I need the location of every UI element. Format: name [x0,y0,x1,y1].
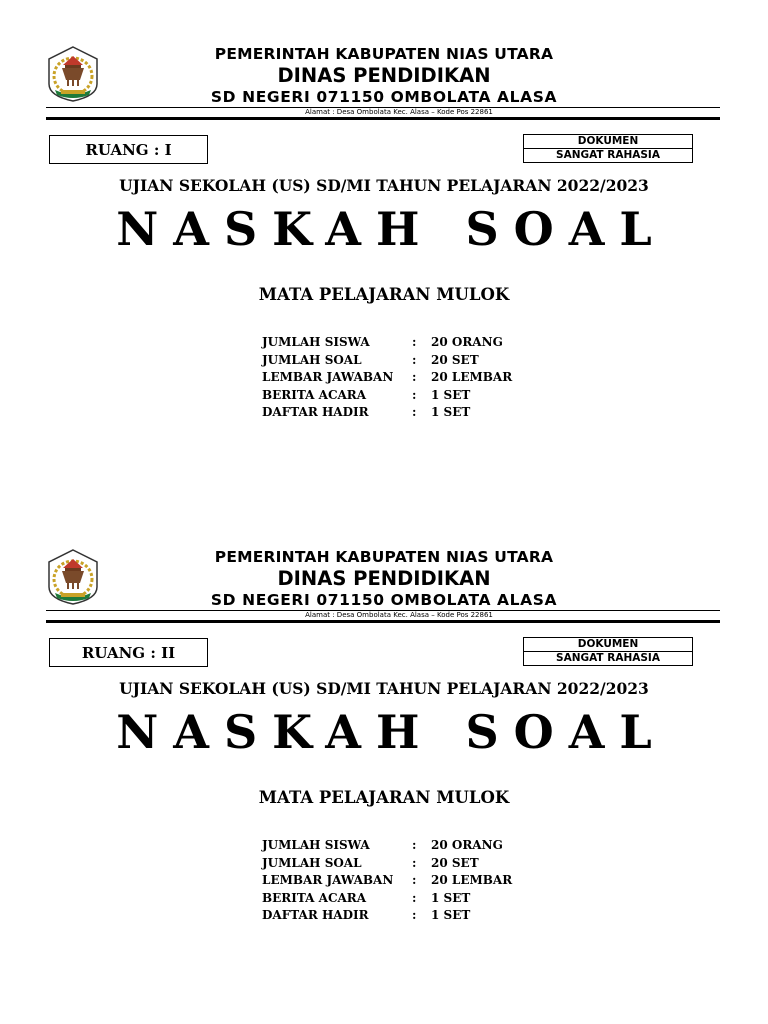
info-value: 20 ORANG [431,838,503,852]
info-label: LEMBAR JAWABAN [262,873,394,888]
info-value: 1 SET [431,890,471,905]
info-table [262,334,562,422]
info-label: JUMLAH SOAL [262,352,362,367]
header-government: PEMERINTAH KABUPATEN NIAS UTARA [214,548,554,566]
header-address: Alamat : Desa Ombolata Kec. Alasa – Kode Pos 22861 [305,108,493,116]
info-row [262,907,562,925]
info-colon: : [412,908,417,923]
info-label: BERITA ACARA [262,890,367,905]
exam-title: UJIAN SEKOLAH (US) SD/MI TAHUN PELAJARAN 2022/2023 [119,679,649,698]
badge-bottom-label: SANGAT RAHASIA [556,652,660,664]
info-colon: : [412,873,417,888]
info-label: LEMBAR JAWABAN [262,370,394,385]
info-row [262,837,562,855]
badge-top-label: DOKUMEN [524,638,692,652]
header-school: SD NEGERI 071150 OMBOLATA ALASA [210,591,558,609]
info-colon: : [412,838,417,852]
info-label: JUMLAH SISWA [262,335,370,349]
info-value: 20 LEMBAR [431,873,513,888]
exam-cover-sheet-1 [0,0,768,460]
header-department: DINAS PENDIDIKAN [277,64,491,87]
badge-top-label: DOKUMEN [524,135,692,149]
info-row [262,334,562,352]
info-label: JUMLAH SOAL [262,855,362,870]
info-value: 1 SET [431,405,471,420]
main-title: NASKAH SOAL [116,202,667,256]
info-colon: : [412,890,417,905]
subject-title: MATA PELAJARAN MULOK [258,788,510,807]
info-row [262,404,562,422]
info-colon: : [412,387,417,402]
info-row [262,872,562,890]
header-government: PEMERINTAH KABUPATEN NIAS UTARA [214,45,554,63]
subject-title: MATA PELAJARAN MULOK [258,285,510,304]
confidential-badge [523,134,693,163]
info-label: JUMLAH SISWA [262,838,370,852]
info-value: 20 LEMBAR [431,370,513,385]
badge-bottom-label: SANGAT RAHASIA [556,149,660,161]
info-table [262,837,562,925]
info-colon: : [412,352,417,367]
header-department: DINAS PENDIDIKAN [277,567,491,590]
info-value: 20 SET [431,352,479,367]
info-colon: : [412,335,417,349]
header-divider-thick [46,117,720,120]
exam-cover-sheet-2 [0,503,768,963]
info-row [262,387,562,405]
info-value: 1 SET [431,387,471,402]
info-colon: : [412,370,417,385]
room-box: RUANG : II [49,638,208,667]
info-value: 20 SET [431,855,479,870]
info-value: 1 SET [431,908,471,923]
exam-title: UJIAN SEKOLAH (US) SD/MI TAHUN PELAJARAN 2022/2023 [119,176,649,195]
info-label: DAFTAR HADIR [262,405,369,420]
info-value: 20 ORANG [431,335,503,349]
info-colon: : [412,855,417,870]
header-address: Alamat : Desa Ombolata Kec. Alasa – Kode Pos 22861 [305,611,493,619]
info-row [262,352,562,370]
main-title: NASKAH SOAL [116,705,667,759]
header-divider-thick [46,620,720,623]
info-colon: : [412,405,417,420]
header-school: SD NEGERI 071150 OMBOLATA ALASA [210,88,558,106]
info-label: DAFTAR HADIR [262,908,369,923]
info-label: BERITA ACARA [262,387,367,402]
info-row [262,369,562,387]
confidential-badge [523,637,693,666]
info-row [262,855,562,873]
room-box: RUANG : I [49,135,208,164]
info-row [262,890,562,908]
